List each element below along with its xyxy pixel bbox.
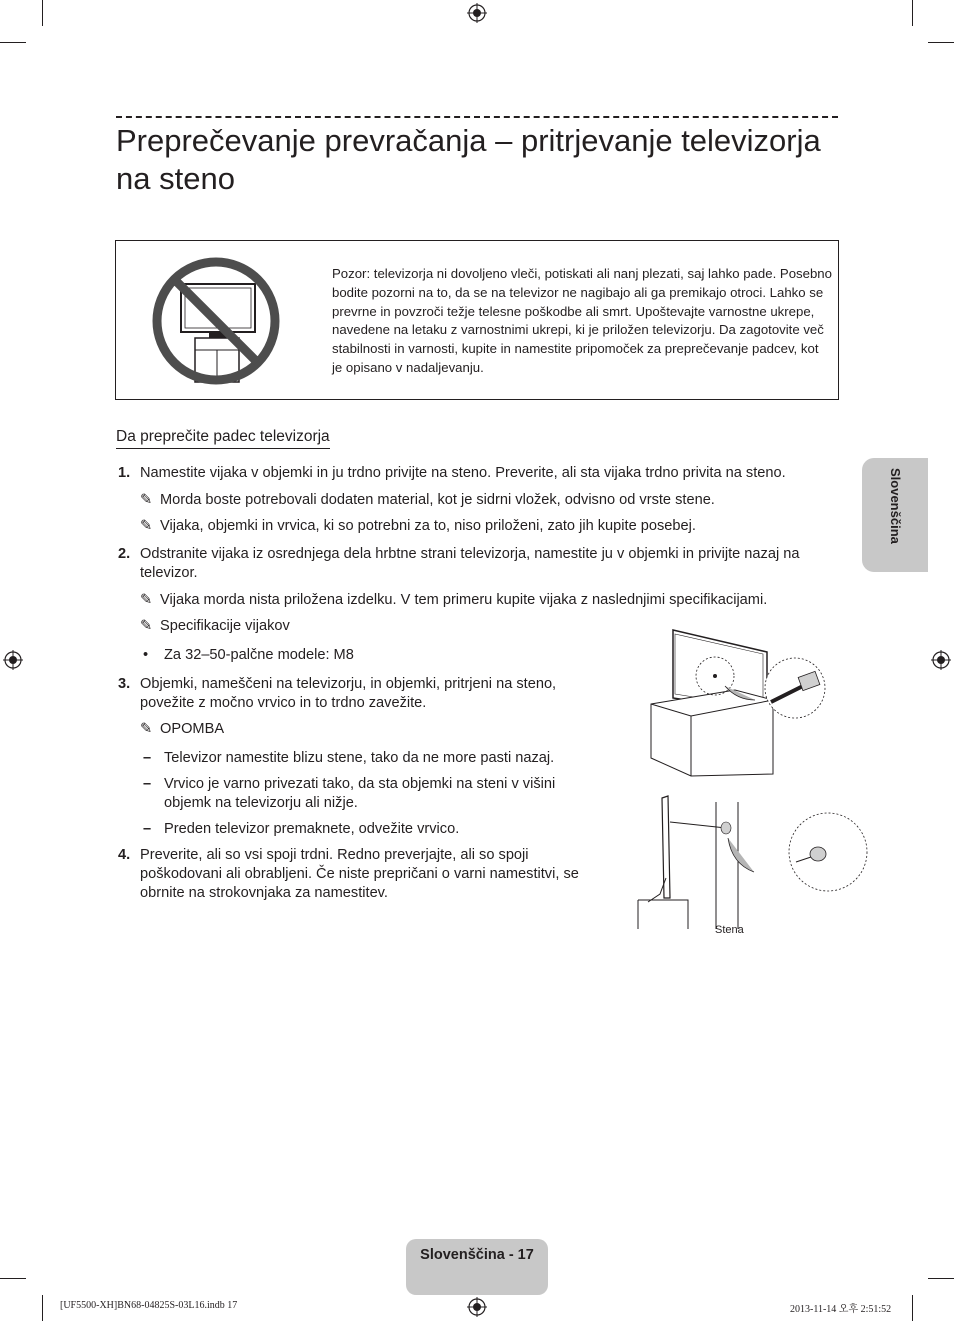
bullet-item: Za 32–50-palčne modele: M8 [164, 647, 354, 663]
title-rule [116, 116, 838, 118]
step-text: Preverite, ali so vsi spoji trdni. Redno preverjajte, ali so spoji poškodovani ali obrabljeni. Če niste prepričani o varni namestitvi, se obrnite na strokovnjaka za namestitev. [140, 847, 579, 901]
crop-mark [42, 0, 43, 26]
warning-box [115, 240, 839, 400]
crop-mark [928, 1278, 954, 1279]
crop-mark [912, 1295, 913, 1321]
crop-mark [912, 0, 913, 26]
note-item: ✎ Specifikacije vijakov [140, 618, 290, 634]
note-item: ✎ Vijaka morda nista priložena izdelku. V tem primeru kupite vijaka z naslednjimi specifikacijami. [140, 592, 768, 608]
step-text: Objemki, nameščeni na televizorju, in objemki, pritrjeni na steno, povežite z močno vrvico in to trdno zavežite. [140, 676, 557, 711]
step-text: Namestite vijaka v objemki in ju trdno privijte na steno. Preverite, ali sta vijaka trdno privita na steno. [140, 465, 786, 481]
dash-item: Televizor namestite blizu stene, tako da ne more pasti nazaj. [164, 750, 555, 766]
step-number: 4. [118, 847, 131, 863]
registration-mark-icon [3, 650, 23, 670]
dash-item: Vrvico je varno privezati tako, da sta objemki na steni v višini objemk na televizorju ali nižje. [164, 776, 556, 811]
dash-symbol: – [143, 821, 152, 837]
step-number: 1. [118, 465, 131, 481]
note-icon: ✎ [140, 518, 153, 534]
wall-label: Stena [715, 924, 744, 936]
tv-bracket-illustration [645, 628, 850, 778]
note-item: ✎ Vijaka, objemki in vrvica, ki so potrebni za to, niso priloženi, zato jih kupite posebej. [140, 518, 696, 534]
dash-symbol: – [143, 776, 152, 792]
no-tip-over-icon [151, 256, 281, 386]
registration-mark-icon [467, 1297, 487, 1317]
crop-mark [0, 42, 26, 43]
warning-text: Pozor: televizorja ni dovoljeno vleči, potiskati ali nanj plezati, saj lahko pade. Posebno bodite pozorni na to, da se na televizor ne nagibajo ali ga premikajo otroci. Lahko se prevrne in povzroči težje telesne poškodbe ali smrt. Upoštevajte varnostne ukrepe, navedene na letaku z varnostnimi ukrepi, ki je priložen televizorju. Da zagotovite več stabilnosti in varnosti, kupite in namestite pripomoček za preprečevanje padcev, kot je opisano v nadaljevanju. [332, 266, 832, 375]
step-number: 3. [118, 676, 131, 692]
registration-mark-icon [931, 650, 951, 670]
footer-file-info: [UF5500-XH]BN68-04825S-03L16.indb 17 [60, 1300, 238, 1311]
note-icon: ✎ [140, 618, 153, 634]
step-text: Odstranite vijaka iz osrednjega dela hrbtne strani televizorja, namestite ju v objemki in privijte nazaj na televizor. [140, 546, 800, 581]
bullet-symbol: • [143, 647, 149, 663]
page-number: Slovenščina - 17 [420, 1247, 534, 1263]
registration-mark-icon [467, 3, 487, 23]
crop-mark [928, 42, 954, 43]
dash-symbol: – [143, 750, 152, 766]
page-title: Preprečevanje prevračanja – pritrjevanje televizorja na steno [116, 123, 821, 196]
step-number: 2. [118, 546, 131, 562]
footer-timestamp: 2013-11-14 오후 2:51:52 [790, 1304, 892, 1315]
note-icon: ✎ [140, 592, 153, 608]
section-heading: Da preprečite padec televizorja [116, 428, 330, 449]
note-icon: ✎ [140, 492, 153, 508]
language-tab-label: Slovenščina [888, 468, 903, 544]
note-item: ✎ Morda boste potrebovali dodaten material, kot je sidrni vložek, odvisno od vrste stene. [140, 492, 715, 508]
crop-mark [42, 1295, 43, 1321]
wall-tie-illustration [636, 794, 876, 929]
note-item: ✎ OPOMBA [140, 721, 225, 737]
dash-item: Preden televizor premaknete, odvežite vrvico. [164, 821, 460, 837]
crop-mark [0, 1278, 26, 1279]
note-icon: ✎ [140, 721, 153, 737]
